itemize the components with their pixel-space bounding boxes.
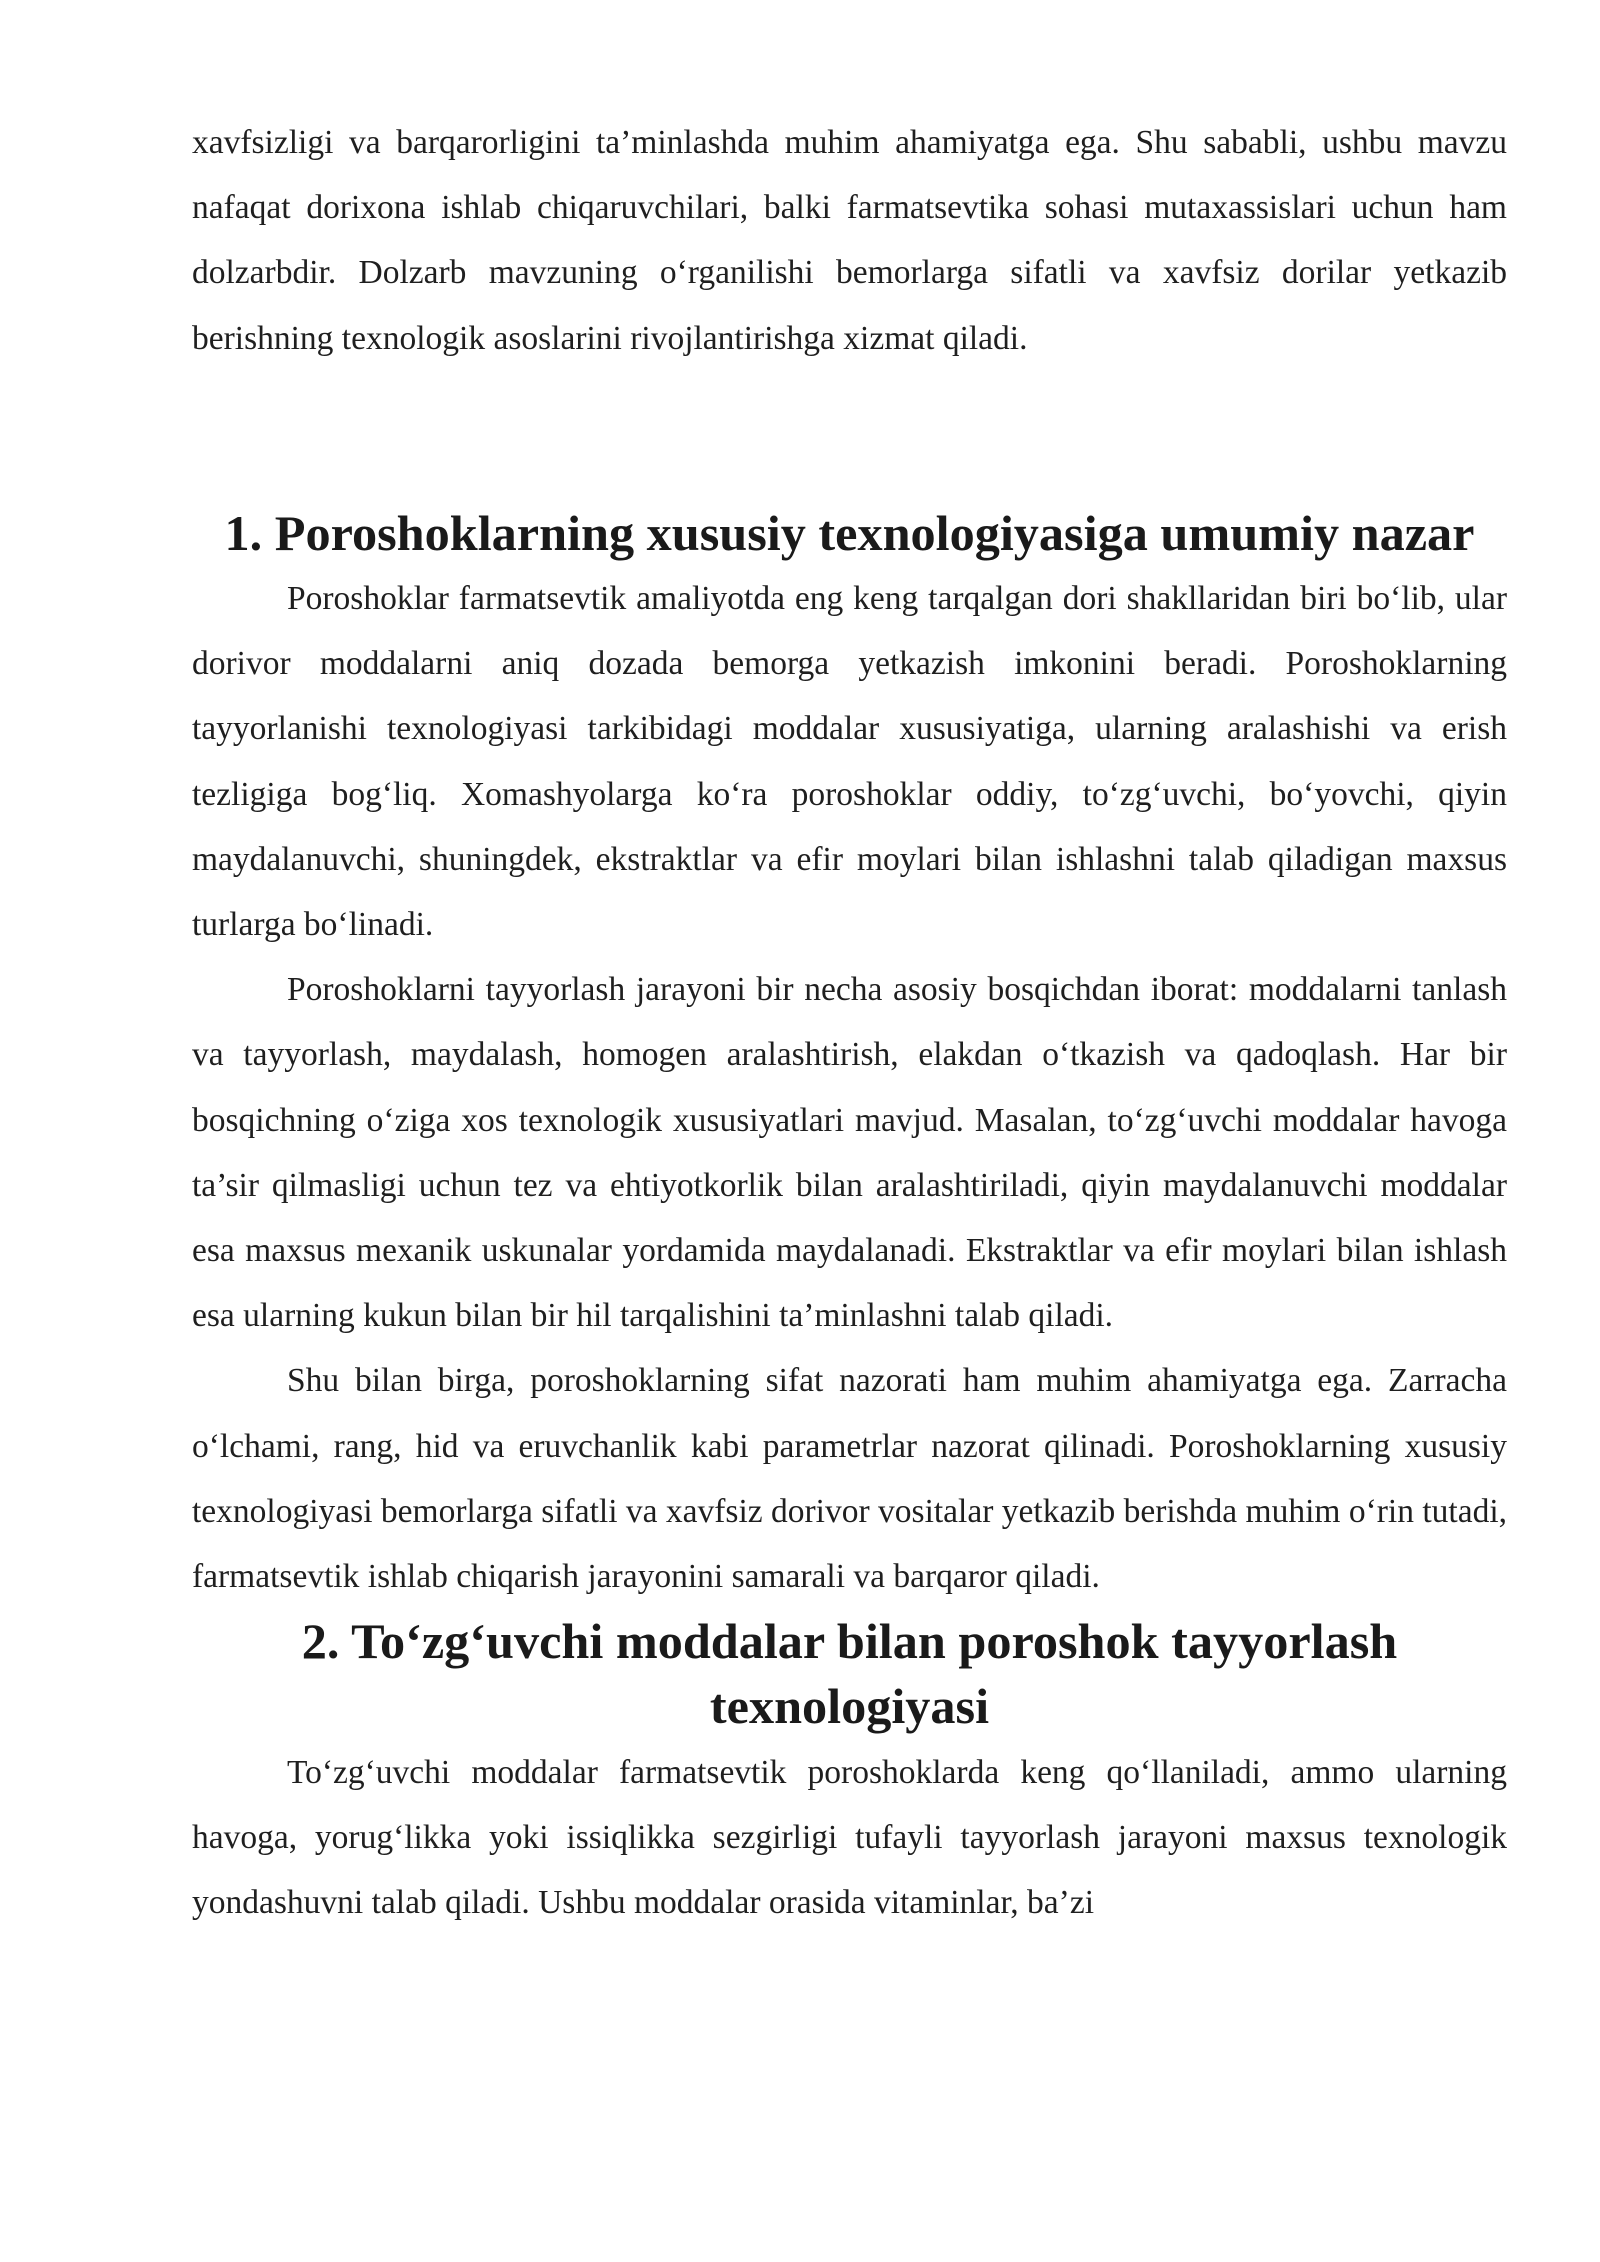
section-spacer xyxy=(192,371,1507,501)
section-1-paragraph-3: Shu bilan birga, poroshoklarning sifat nazorati ham muhim ahamiyatga ega. Zarracha o‘lchami, rang, hid va eruvchanlik kabi parametrlar nazorat qilinadi. Poroshoklarning xususiy texnologiyasi bemorlarga sifatli va xavfsiz dorivor vositalar yetkazib berishda muhim o‘rin tutadi, farmatsevtik ishlab chiqarish jarayonini samarali va barqaror qiladi. xyxy=(192,1362,1507,1596)
section-1-heading: 1. Poroshoklarning xususiy texnologiyasiga umumiy nazar xyxy=(224,504,1475,561)
document-page xyxy=(192,110,1507,1935)
section-1-paragraph-2: Poroshoklarni tayyorlash jarayoni bir necha asosiy bosqichdan iborat: moddalarni tanlash va tayyorlash, maydalash, homogen aralashtirish, elakdan o‘tkazish va qadoqlash. Har bir bosqichning o‘ziga xos texnologik xususiyatlari mavjud. Masalan, to‘zg‘uvchi moddalar havoga ta’sir qilmasligi uchun tez va ehtiyotkorlik bilan aralashtiriladi, qiyin maydalanuvchi moddalar esa maxsus mexanik uskunalar yordamida maydalanadi. Ekstraktlar va efir moylari bilan ishlash esa ularning kukun bilan bir hil tarqalishini ta’minlashni talab qiladi. xyxy=(192,971,1507,1335)
section-2-heading: 2. To‘zg‘uvchi moddalar bilan poroshok tayyorlash texnologiyasi xyxy=(301,1613,1398,1735)
section-2-paragraph-1: To‘zg‘uvchi moddalar farmatsevtik poroshoklarda keng qo‘llaniladi, ammo ularning havoga, yorug‘likka yoki issiqlikka sezgirligi tufayli tayyorlash jarayoni maxsus texnologik yondashuvni talab qiladi. Ushbu moddalar orasida vitaminlar, ba’zi xyxy=(192,1753,1507,1922)
intro-paragraph: xavfsizligi va barqarorligini ta’minlashda muhim ahamiyatga ega. Shu sababli, ushbu mavzu nafaqat dorixona ishlab chiqaruvchilari, balki farmatsevtika sohasi mutaxassislari uchun ham dolzarbdir. Dolzarb mavzuning o‘rganilishi bemorlarga sifatli va xavfsiz dorilar yetkazib berishning texnologik asoslarini rivojlantirishga xizmat qiladi. xyxy=(192,124,1507,357)
section-1-paragraph-1: Poroshoklar farmatsevtik amaliyotda eng keng tarqalgan dori shakllaridan biri bo‘lib, ular dorivor moddalarni aniq dozada bemorga yetkazish imkonini beradi. Poroshoklarning tayyorlanishi texnologiyasi tarkibidagi moddalar xususiyatiga, ularning aralashishi va erish tezligiga bog‘liq. Xomashyolarga ko‘ra poroshoklar oddiy, to‘zg‘uvchi, bo‘yovchi, qiyin maydalanuvchi, shuningdek, ekstraktlar va efir moylari bilan ishlashni talab qiladigan maxsus turlarga bo‘linadi. xyxy=(192,580,1507,944)
